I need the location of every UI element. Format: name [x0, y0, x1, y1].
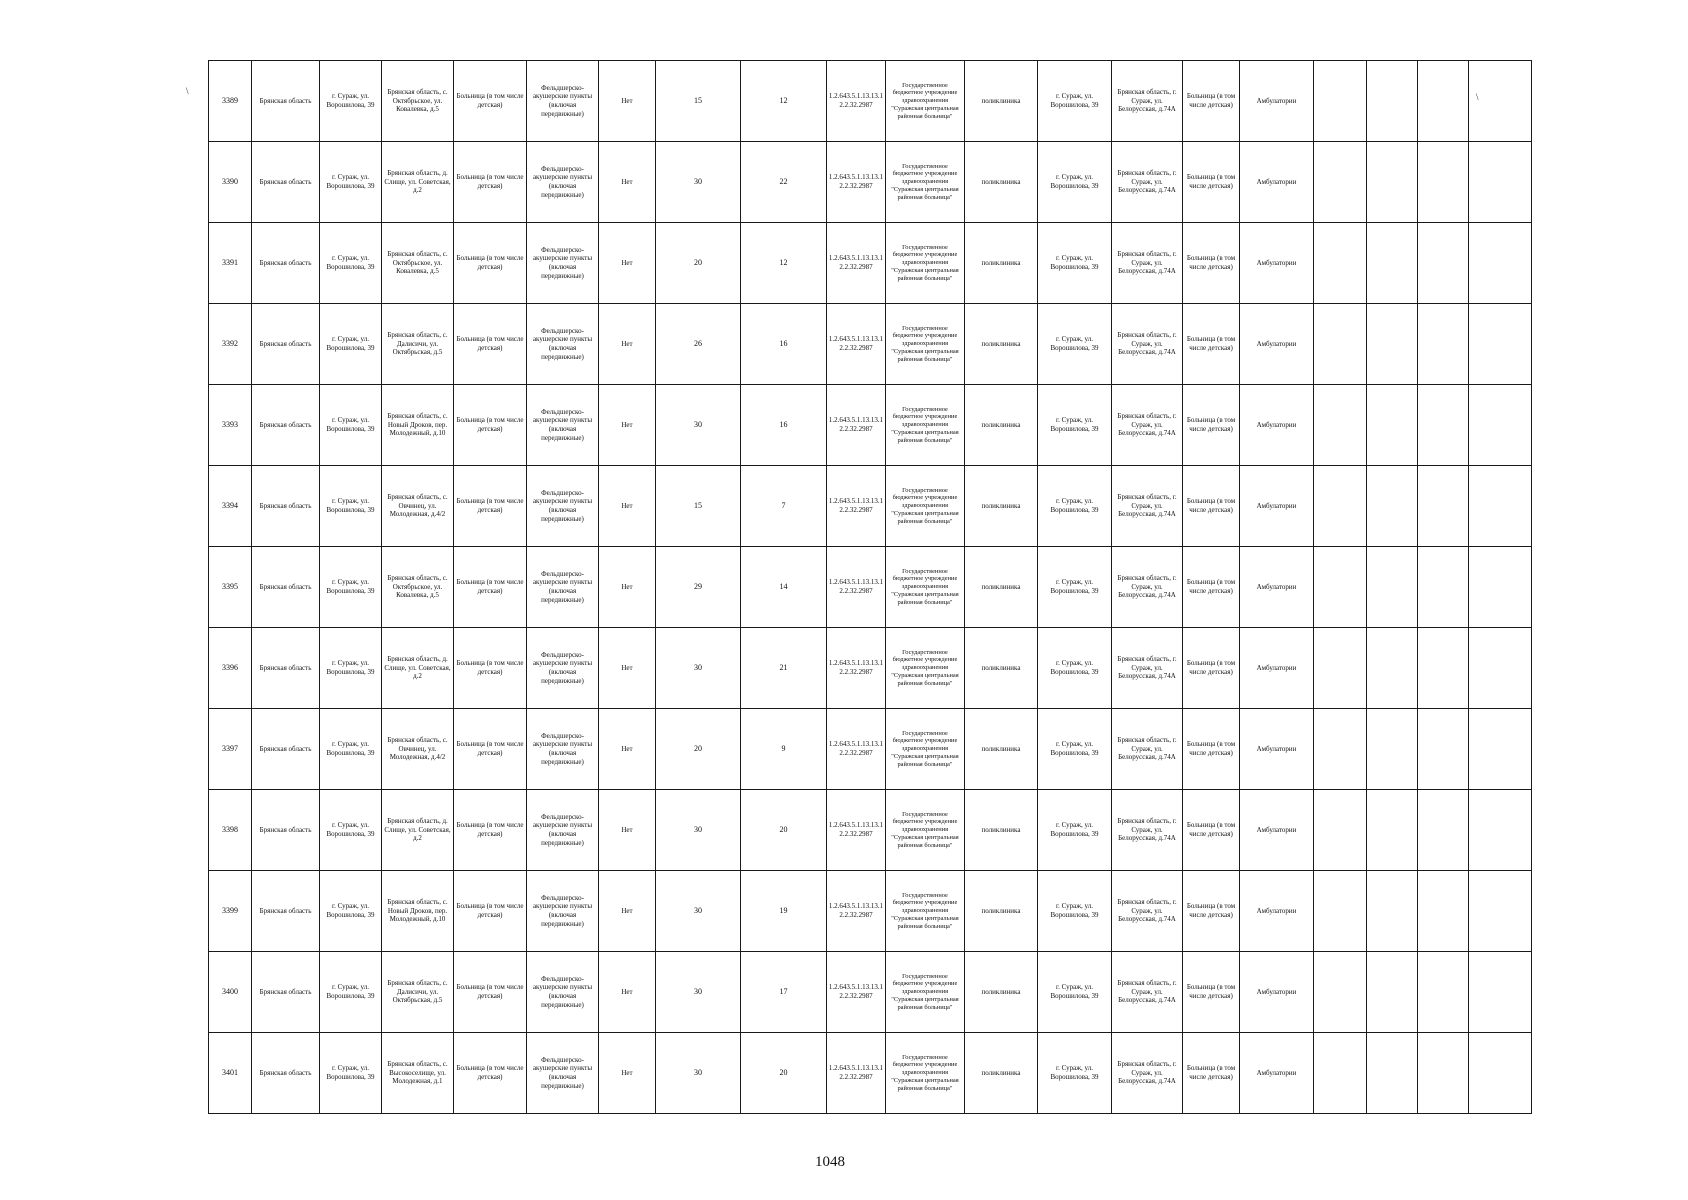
oid-code-cell: 1.2.643.5.1.13.13.12.2.32.2987 — [827, 709, 886, 790]
empty-cell — [1469, 223, 1532, 304]
table-row — [209, 871, 1532, 952]
empty-cell — [1418, 142, 1469, 223]
from-address-cell: г. Сураж, ул. Ворошилова, 39 — [320, 1033, 382, 1114]
empty-cell — [1418, 385, 1469, 466]
region-cell: Брянская область — [252, 304, 320, 385]
oid-code-cell: 1.2.643.5.1.13.13.12.2.32.2987 — [827, 628, 886, 709]
from-category-cell: Больница (в том числе детская) — [454, 790, 527, 871]
unit-address-cell: г. Сураж, ул. Ворошилова, 39 — [1038, 385, 1112, 466]
target-type-cell: Амбулатории — [1240, 142, 1314, 223]
oid-code-cell: 1.2.643.5.1.13.13.12.2.32.2987 — [827, 466, 886, 547]
target-category-cell: Больница (в том числе детская) — [1183, 466, 1240, 547]
to-category-cell: Фельдшерско-акушерские пункты (включая передвижные) — [527, 628, 599, 709]
region-cell: Брянская область — [252, 61, 320, 142]
from-address-cell: г. Сураж, ул. Ворошилова, 39 — [320, 628, 382, 709]
target-type-cell: Амбулатории — [1240, 790, 1314, 871]
to-address-cell: Брянская область, д. Слище, ул. Советская, д.2 — [382, 790, 454, 871]
organization-cell: Государственное бюджетное учреждение здравоохранения "Суражская центральная районная больница" — [886, 1033, 965, 1114]
row-id-cell: 3401 — [209, 1033, 252, 1114]
empty-cell — [1469, 871, 1532, 952]
from-category-cell: Больница (в том числе детская) — [454, 61, 527, 142]
target-address-cell: Брянская область, г. Сураж, ул. Белорусская, д.74А — [1112, 61, 1183, 142]
empty-cell — [1469, 790, 1532, 871]
from-category-cell: Больница (в том числе детская) — [454, 628, 527, 709]
to-address-cell: Брянская область, д. Слище, ул. Советская, д.2 — [382, 142, 454, 223]
row-id-cell: 3389 — [209, 61, 252, 142]
unit-type-cell: поликлиника — [965, 1033, 1038, 1114]
region-cell: Брянская область — [252, 709, 320, 790]
row-id-cell: 3397 — [209, 709, 252, 790]
row-id-cell: 3391 — [209, 223, 252, 304]
time-cell: 17 — [741, 952, 827, 1033]
empty-cell — [1418, 952, 1469, 1033]
distance-cell: 30 — [656, 790, 741, 871]
target-type-cell: Амбулатории — [1240, 61, 1314, 142]
from-category-cell: Больница (в том числе детская) — [454, 304, 527, 385]
time-cell: 21 — [741, 628, 827, 709]
region-cell: Брянская область — [252, 466, 320, 547]
distance-cell: 15 — [656, 61, 741, 142]
unit-type-cell: поликлиника — [965, 223, 1038, 304]
empty-cell — [1314, 223, 1367, 304]
organization-cell: Государственное бюджетное учреждение здравоохранения "Суражская центральная районная больница" — [886, 304, 965, 385]
organization-cell: Государственное бюджетное учреждение здравоохранения "Суражская центральная районная больница" — [886, 385, 965, 466]
table-body — [209, 61, 1532, 1114]
to-address-cell: Брянская область, с. Овчинец, ул. Молодежная, д.4/2 — [382, 466, 454, 547]
row-id-cell: 3399 — [209, 871, 252, 952]
oid-code-cell: 1.2.643.5.1.13.13.12.2.32.2987 — [827, 385, 886, 466]
target-address-cell: Брянская область, г. Сураж, ул. Белорусская, д.74А — [1112, 628, 1183, 709]
unit-address-cell: г. Сураж, ул. Ворошилова, 39 — [1038, 952, 1112, 1033]
distance-cell: 30 — [656, 628, 741, 709]
register-table — [208, 60, 1532, 1114]
from-address-cell: г. Сураж, ул. Ворошилова, 39 — [320, 790, 382, 871]
row-id-cell: 3396 — [209, 628, 252, 709]
from-address-cell: г. Сураж, ул. Ворошилова, 39 — [320, 385, 382, 466]
target-category-cell: Больница (в том числе детская) — [1183, 547, 1240, 628]
empty-cell — [1469, 385, 1532, 466]
scan-mark-left: \ — [186, 86, 189, 96]
target-category-cell: Больница (в том числе детская) — [1183, 628, 1240, 709]
flag-cell: Нет — [599, 628, 656, 709]
time-cell: 14 — [741, 547, 827, 628]
region-cell: Брянская область — [252, 547, 320, 628]
empty-cell — [1367, 466, 1418, 547]
region-cell: Брянская область — [252, 952, 320, 1033]
region-cell: Брянская область — [252, 871, 320, 952]
region-cell: Брянская область — [252, 1033, 320, 1114]
organization-cell: Государственное бюджетное учреждение здравоохранения "Суражская центральная районная больница" — [886, 790, 965, 871]
distance-cell: 20 — [656, 223, 741, 304]
to-category-cell: Фельдшерско-акушерские пункты (включая передвижные) — [527, 709, 599, 790]
target-address-cell: Брянская область, г. Сураж, ул. Белорусская, д.74А — [1112, 1033, 1183, 1114]
unit-address-cell: г. Сураж, ул. Ворошилова, 39 — [1038, 547, 1112, 628]
row-id-cell: 3400 — [209, 952, 252, 1033]
target-category-cell: Больница (в том числе детская) — [1183, 385, 1240, 466]
empty-cell — [1418, 304, 1469, 385]
region-cell: Брянская область — [252, 628, 320, 709]
oid-code-cell: 1.2.643.5.1.13.13.12.2.32.2987 — [827, 952, 886, 1033]
empty-cell — [1314, 142, 1367, 223]
target-address-cell: Брянская область, г. Сураж, ул. Белорусская, д.74А — [1112, 223, 1183, 304]
empty-cell — [1314, 61, 1367, 142]
from-address-cell: г. Сураж, ул. Ворошилова, 39 — [320, 871, 382, 952]
empty-cell — [1418, 871, 1469, 952]
from-address-cell: г. Сураж, ул. Ворошилова, 39 — [320, 547, 382, 628]
time-cell: 12 — [741, 223, 827, 304]
to-category-cell: Фельдшерско-акушерские пункты (включая передвижные) — [527, 952, 599, 1033]
to-address-cell: Брянская область, с. Далисичи, ул. Октябрьская, д.5 — [382, 304, 454, 385]
from-category-cell: Больница (в том числе детская) — [454, 142, 527, 223]
target-address-cell: Брянская область, г. Сураж, ул. Белорусская, д.74А — [1112, 304, 1183, 385]
to-address-cell: Брянская область, с. Октябрьское, ул. Ковалевка, д.5 — [382, 223, 454, 304]
flag-cell: Нет — [599, 304, 656, 385]
to-category-cell: Фельдшерско-акушерские пункты (включая передвижные) — [527, 385, 599, 466]
region-cell: Брянская область — [252, 385, 320, 466]
empty-cell — [1367, 1033, 1418, 1114]
organization-cell: Государственное бюджетное учреждение здравоохранения "Суражская центральная районная больница" — [886, 61, 965, 142]
empty-cell — [1418, 709, 1469, 790]
target-type-cell: Амбулатории — [1240, 709, 1314, 790]
empty-cell — [1469, 952, 1532, 1033]
unit-type-cell: поликлиника — [965, 547, 1038, 628]
unit-type-cell: поликлиника — [965, 790, 1038, 871]
flag-cell: Нет — [599, 952, 656, 1033]
empty-cell — [1367, 304, 1418, 385]
distance-cell: 30 — [656, 1033, 741, 1114]
time-cell: 12 — [741, 61, 827, 142]
oid-code-cell: 1.2.643.5.1.13.13.12.2.32.2987 — [827, 790, 886, 871]
table-row — [209, 385, 1532, 466]
distance-cell: 30 — [656, 385, 741, 466]
distance-cell: 20 — [656, 709, 741, 790]
empty-cell — [1314, 385, 1367, 466]
region-cell: Брянская область — [252, 790, 320, 871]
empty-cell — [1469, 1033, 1532, 1114]
from-category-cell: Больница (в том числе детская) — [454, 952, 527, 1033]
organization-cell: Государственное бюджетное учреждение здравоохранения "Суражская центральная районная больница" — [886, 709, 965, 790]
empty-cell — [1469, 547, 1532, 628]
empty-cell — [1469, 61, 1532, 142]
empty-cell — [1314, 871, 1367, 952]
unit-type-cell: поликлиника — [965, 628, 1038, 709]
to-category-cell: Фельдшерско-акушерские пункты (включая передвижные) — [527, 61, 599, 142]
to-address-cell: Брянская область, с. Октябрьское, ул. Ковалевка, д.5 — [382, 61, 454, 142]
empty-cell — [1418, 790, 1469, 871]
target-type-cell: Амбулатории — [1240, 223, 1314, 304]
table-row — [209, 790, 1532, 871]
from-address-cell: г. Сураж, ул. Ворошилова, 39 — [320, 466, 382, 547]
to-category-cell: Фельдшерско-акушерские пункты (включая передвижные) — [527, 142, 599, 223]
unit-address-cell: г. Сураж, ул. Ворошилова, 39 — [1038, 628, 1112, 709]
from-category-cell: Больница (в том числе детская) — [454, 1033, 527, 1114]
empty-cell — [1418, 466, 1469, 547]
time-cell: 7 — [741, 466, 827, 547]
target-type-cell: Амбулатории — [1240, 952, 1314, 1033]
to-address-cell: Брянская область, с. Октябрьское, ул. Ковалевка, д.5 — [382, 547, 454, 628]
time-cell: 19 — [741, 871, 827, 952]
region-cell: Брянская область — [252, 142, 320, 223]
flag-cell: Нет — [599, 223, 656, 304]
empty-cell — [1367, 952, 1418, 1033]
target-type-cell: Амбулатории — [1240, 871, 1314, 952]
empty-cell — [1314, 466, 1367, 547]
empty-cell — [1418, 628, 1469, 709]
row-id-cell: 3395 — [209, 547, 252, 628]
unit-address-cell: г. Сураж, ул. Ворошилова, 39 — [1038, 709, 1112, 790]
target-address-cell: Брянская область, г. Сураж, ул. Белорусская, д.74А — [1112, 871, 1183, 952]
target-type-cell: Амбулатории — [1240, 1033, 1314, 1114]
unit-address-cell: г. Сураж, ул. Ворошилова, 39 — [1038, 466, 1112, 547]
time-cell: 22 — [741, 142, 827, 223]
to-address-cell: Брянская область, с. Овчинец, ул. Молодежная, д.4/2 — [382, 709, 454, 790]
target-type-cell: Амбулатории — [1240, 466, 1314, 547]
to-category-cell: Фельдшерско-акушерские пункты (включая передвижные) — [527, 304, 599, 385]
empty-cell — [1314, 1033, 1367, 1114]
organization-cell: Государственное бюджетное учреждение здравоохранения "Суражская центральная районная больница" — [886, 466, 965, 547]
distance-cell: 30 — [656, 142, 741, 223]
from-address-cell: г. Сураж, ул. Ворошилова, 39 — [320, 952, 382, 1033]
empty-cell — [1367, 385, 1418, 466]
organization-cell: Государственное бюджетное учреждение здравоохранения "Суражская центральная районная больница" — [886, 223, 965, 304]
target-address-cell: Брянская область, г. Сураж, ул. Белорусская, д.74А — [1112, 466, 1183, 547]
distance-cell: 26 — [656, 304, 741, 385]
unit-type-cell: поликлиника — [965, 466, 1038, 547]
region-cell: Брянская область — [252, 223, 320, 304]
target-type-cell: Амбулатории — [1240, 385, 1314, 466]
to-category-cell: Фельдшерско-акушерские пункты (включая передвижные) — [527, 223, 599, 304]
flag-cell: Нет — [599, 790, 656, 871]
empty-cell — [1367, 628, 1418, 709]
empty-cell — [1367, 871, 1418, 952]
to-category-cell: Фельдшерско-акушерские пункты (включая передвижные) — [527, 466, 599, 547]
organization-cell: Государственное бюджетное учреждение здравоохранения "Суражская центральная районная больница" — [886, 952, 965, 1033]
target-category-cell: Больница (в том числе детская) — [1183, 223, 1240, 304]
row-id-cell: 3392 — [209, 304, 252, 385]
from-address-cell: г. Сураж, ул. Ворошилова, 39 — [320, 709, 382, 790]
table-row — [209, 304, 1532, 385]
target-category-cell: Больница (в том числе детская) — [1183, 1033, 1240, 1114]
row-id-cell: 3390 — [209, 142, 252, 223]
time-cell: 20 — [741, 1033, 827, 1114]
empty-cell — [1469, 304, 1532, 385]
to-address-cell: Брянская область, с. Далисичи, ул. Октябрьская, д.5 — [382, 952, 454, 1033]
unit-type-cell: поликлиника — [965, 385, 1038, 466]
empty-cell — [1314, 790, 1367, 871]
row-id-cell: 3394 — [209, 466, 252, 547]
unit-type-cell: поликлиника — [965, 142, 1038, 223]
flag-cell: Нет — [599, 547, 656, 628]
unit-type-cell: поликлиника — [965, 61, 1038, 142]
from-category-cell: Больница (в том числе детская) — [454, 709, 527, 790]
oid-code-cell: 1.2.643.5.1.13.13.12.2.32.2987 — [827, 223, 886, 304]
from-category-cell: Больница (в том числе детская) — [454, 385, 527, 466]
target-category-cell: Больница (в том числе детская) — [1183, 709, 1240, 790]
target-category-cell: Больница (в том числе детская) — [1183, 304, 1240, 385]
scan-mark-right: \ — [1476, 92, 1479, 102]
empty-cell — [1367, 709, 1418, 790]
from-address-cell: г. Сураж, ул. Ворошилова, 39 — [320, 61, 382, 142]
empty-cell — [1418, 547, 1469, 628]
distance-cell: 15 — [656, 466, 741, 547]
distance-cell: 29 — [656, 547, 741, 628]
to-address-cell: Брянская область, д. Слище, ул. Советская, д.2 — [382, 628, 454, 709]
to-address-cell: Брянская область, с. Высокоселище, ул. Молодежная, д.1 — [382, 1033, 454, 1114]
empty-cell — [1469, 142, 1532, 223]
target-category-cell: Больница (в том числе детская) — [1183, 952, 1240, 1033]
unit-address-cell: г. Сураж, ул. Ворошилова, 39 — [1038, 142, 1112, 223]
empty-cell — [1418, 223, 1469, 304]
distance-cell: 30 — [656, 952, 741, 1033]
target-category-cell: Больница (в том числе детская) — [1183, 61, 1240, 142]
from-address-cell: г. Сураж, ул. Ворошилова, 39 — [320, 142, 382, 223]
to-category-cell: Фельдшерско-акушерские пункты (включая передвижные) — [527, 547, 599, 628]
flag-cell: Нет — [599, 466, 656, 547]
to-category-cell: Фельдшерско-акушерские пункты (включая передвижные) — [527, 1033, 599, 1114]
oid-code-cell: 1.2.643.5.1.13.13.12.2.32.2987 — [827, 61, 886, 142]
table-row — [209, 142, 1532, 223]
flag-cell: Нет — [599, 871, 656, 952]
table-row — [209, 628, 1532, 709]
empty-cell — [1469, 466, 1532, 547]
unit-type-cell: поликлиника — [965, 952, 1038, 1033]
empty-cell — [1367, 790, 1418, 871]
target-address-cell: Брянская область, г. Сураж, ул. Белорусская, д.74А — [1112, 547, 1183, 628]
distance-cell: 30 — [656, 871, 741, 952]
organization-cell: Государственное бюджетное учреждение здравоохранения "Суражская центральная районная больница" — [886, 871, 965, 952]
page-number: 1048 — [815, 1154, 845, 1170]
flag-cell: Нет — [599, 1033, 656, 1114]
to-address-cell: Брянская область, с. Новый Дроков, пер. Молодежный, д.10 — [382, 871, 454, 952]
row-id-cell: 3398 — [209, 790, 252, 871]
flag-cell: Нет — [599, 142, 656, 223]
organization-cell: Государственное бюджетное учреждение здравоохранения "Суражская центральная районная больница" — [886, 628, 965, 709]
unit-address-cell: г. Сураж, ул. Ворошилова, 39 — [1038, 1033, 1112, 1114]
empty-cell — [1367, 223, 1418, 304]
target-type-cell: Амбулатории — [1240, 547, 1314, 628]
flag-cell: Нет — [599, 709, 656, 790]
from-category-cell: Больница (в том числе детская) — [454, 466, 527, 547]
unit-address-cell: г. Сураж, ул. Ворошилова, 39 — [1038, 304, 1112, 385]
from-category-cell: Больница (в том числе детская) — [454, 223, 527, 304]
unit-address-cell: г. Сураж, ул. Ворошилова, 39 — [1038, 790, 1112, 871]
unit-type-cell: поликлиника — [965, 871, 1038, 952]
from-address-cell: г. Сураж, ул. Ворошилова, 39 — [320, 223, 382, 304]
table-row — [209, 547, 1532, 628]
table-row — [209, 709, 1532, 790]
empty-cell — [1418, 1033, 1469, 1114]
unit-type-cell: поликлиника — [965, 304, 1038, 385]
target-address-cell: Брянская область, г. Сураж, ул. Белорусская, д.74А — [1112, 142, 1183, 223]
oid-code-cell: 1.2.643.5.1.13.13.12.2.32.2987 — [827, 547, 886, 628]
row-id-cell: 3393 — [209, 385, 252, 466]
oid-code-cell: 1.2.643.5.1.13.13.12.2.32.2987 — [827, 871, 886, 952]
target-address-cell: Брянская область, г. Сураж, ул. Белорусская, д.74А — [1112, 790, 1183, 871]
organization-cell: Государственное бюджетное учреждение здравоохранения "Суражская центральная районная больница" — [886, 547, 965, 628]
target-address-cell: Брянская область, г. Сураж, ул. Белорусская, д.74А — [1112, 952, 1183, 1033]
table-row — [209, 1033, 1532, 1114]
unit-type-cell: поликлиника — [965, 709, 1038, 790]
oid-code-cell: 1.2.643.5.1.13.13.12.2.32.2987 — [827, 1033, 886, 1114]
empty-cell — [1367, 547, 1418, 628]
organization-cell: Государственное бюджетное учреждение здравоохранения "Суражская центральная районная больница" — [886, 142, 965, 223]
oid-code-cell: 1.2.643.5.1.13.13.12.2.32.2987 — [827, 304, 886, 385]
target-category-cell: Больница (в том числе детская) — [1183, 790, 1240, 871]
empty-cell — [1469, 709, 1532, 790]
time-cell: 20 — [741, 790, 827, 871]
to-address-cell: Брянская область, с. Новый Дроков, пер. Молодежный, д.10 — [382, 385, 454, 466]
target-category-cell: Больница (в том числе детская) — [1183, 142, 1240, 223]
time-cell: 9 — [741, 709, 827, 790]
empty-cell — [1314, 547, 1367, 628]
unit-address-cell: г. Сураж, ул. Ворошилова, 39 — [1038, 223, 1112, 304]
target-category-cell: Больница (в том числе детская) — [1183, 871, 1240, 952]
oid-code-cell: 1.2.643.5.1.13.13.12.2.32.2987 — [827, 142, 886, 223]
time-cell: 16 — [741, 304, 827, 385]
from-category-cell: Больница (в том числе детская) — [454, 871, 527, 952]
empty-cell — [1418, 61, 1469, 142]
flag-cell: Нет — [599, 61, 656, 142]
unit-address-cell: г. Сураж, ул. Ворошилова, 39 — [1038, 871, 1112, 952]
to-category-cell: Фельдшерско-акушерские пункты (включая передвижные) — [527, 790, 599, 871]
from-category-cell: Больница (в том числе детская) — [454, 547, 527, 628]
to-category-cell: Фельдшерско-акушерские пункты (включая передвижные) — [527, 871, 599, 952]
empty-cell — [1314, 628, 1367, 709]
empty-cell — [1314, 304, 1367, 385]
table-row — [209, 466, 1532, 547]
empty-cell — [1314, 709, 1367, 790]
table-row — [209, 952, 1532, 1033]
from-address-cell: г. Сураж, ул. Ворошилова, 39 — [320, 304, 382, 385]
table-row — [209, 61, 1532, 142]
empty-cell — [1314, 952, 1367, 1033]
target-type-cell: Амбулатории — [1240, 304, 1314, 385]
empty-cell — [1367, 61, 1418, 142]
table-row — [209, 223, 1532, 304]
target-address-cell: Брянская область, г. Сураж, ул. Белорусская, д.74А — [1112, 385, 1183, 466]
flag-cell: Нет — [599, 385, 656, 466]
target-address-cell: Брянская область, г. Сураж, ул. Белорусская, д.74А — [1112, 709, 1183, 790]
target-type-cell: Амбулатории — [1240, 628, 1314, 709]
empty-cell — [1367, 142, 1418, 223]
unit-address-cell: г. Сураж, ул. Ворошилова, 39 — [1038, 61, 1112, 142]
empty-cell — [1469, 628, 1532, 709]
time-cell: 16 — [741, 385, 827, 466]
